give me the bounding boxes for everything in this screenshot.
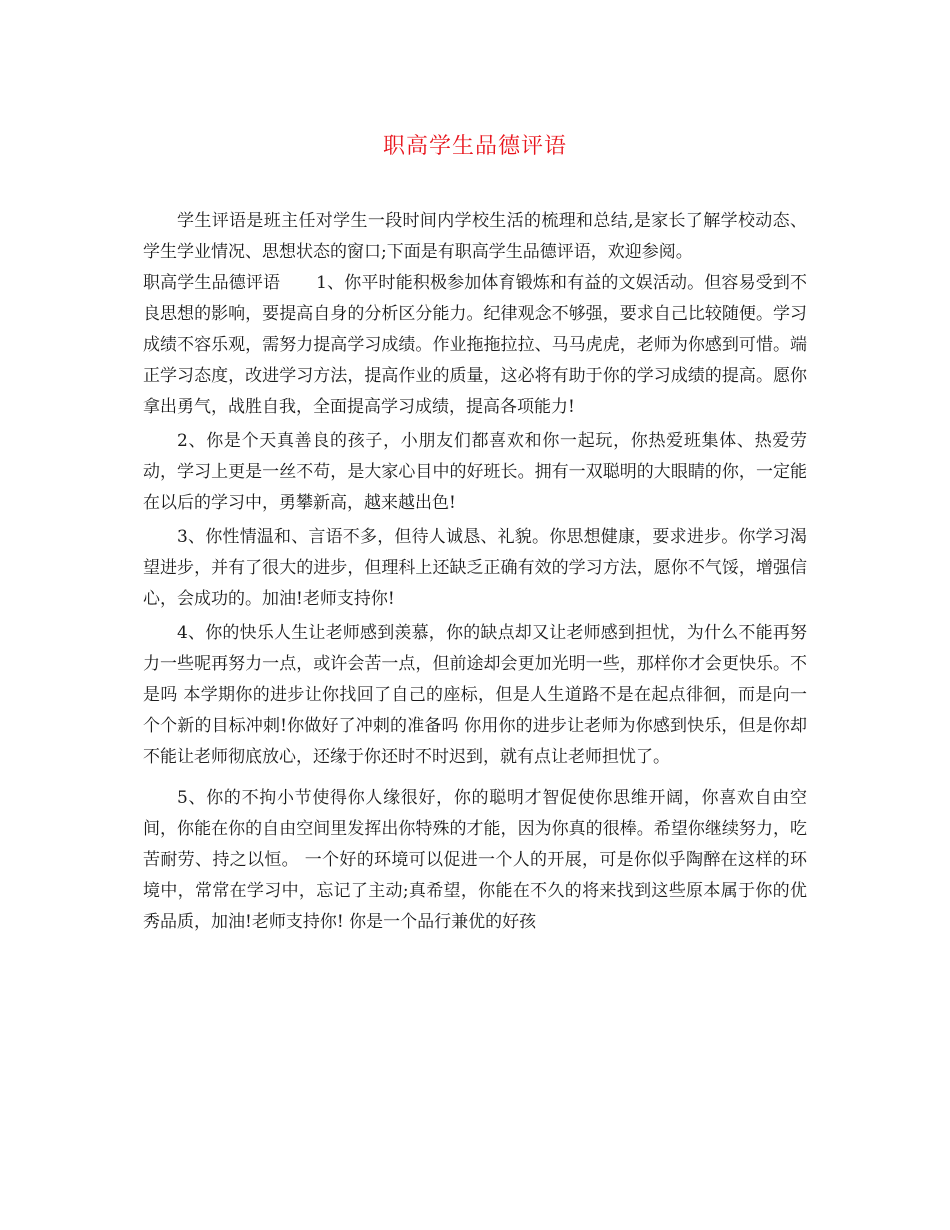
paragraph-4: 4、你的快乐人生让老师感到羡慕，你的缺点却又让老师感到担忧，为什么不能再努力一些呢再努力一点，或许会苦一点，但前途却会更加光明一些，那样你才会更快乐。不是吗 本学期你的进步让你找回了自己的座标，但是人生道路不是在起点徘徊，而是向一个个新的目标冲刺!你做好了冲刺的准备吗 你用你的进步让老师为你感到快乐，但是你却不能让老师彻底放心，还缘于你还时不时迟到，就有点让老师担忧了。: [143, 623, 807, 767]
document-body: [143, 206, 807, 938]
section-heading: 职高学生品德评语: [143, 273, 281, 293]
paragraph-1-text: 1、你平时能积极参加体育锻炼和有益的文娱活动。但容易受到不良思想的影响，要提高自身的分析区分能力。纪律观念不够强，要求自己比较随便。学习成绩不容乐观，需努力提高学习成绩。作业拖拖拉拉、马马虎虎，老师为你感到可惜。端正学习态度，改进学习方法，提高作业的质量，这必将有助于你的学习成绩的提高。愿你拿出勇气，战胜自我，全面提高学习成绩，提高各项能力!: [143, 273, 807, 417]
paragraph-3: 3、你性情温和、言语不多，但待人诚恳、礼貌。你思想健康，要求进步。你学习渴望进步，并有了很大的进步，但理科上还缺乏正确有效的学习方法，愿你不气馁，增强信心，会成功的。加油!老师支持你!: [143, 527, 807, 609]
page-title: 职高学生品德评语: [382, 134, 567, 159]
paragraph-2: 2、你是个天真善良的孩子，小朋友们都喜欢和你一起玩，你热爱班集体、热爱劳动，学习上更是一丝不苟，是大家心目中的好班长。拥有一双聪明的大眼睛的你，一定能在以后的学习中，勇攀新高，越来越出色!: [143, 431, 807, 513]
intro-paragraph: 学生评语是班主任对学生一段时间内学校生活的梳理和总结,是家长了解学校动态、学生学业情况、思想状态的窗口;下面是有职高学生品德评语，欢迎参阅。: [143, 211, 807, 262]
paragraph-1: [143, 268, 807, 423]
paragraph-5: 5、你的不拘小节使得你人缘很好，你的聪明才智促使你思维开阔，你喜欢自由空间，你能在你的自由空间里发挥出你特殊的才能，因为你真的很棒。希望你继续努力，吃苦耐劳、持之以恒。 一个好的环境可以促进一个人的开展，可是你似乎陶醉在这样的环境中，常常在学习中，忘记了主动;真希望，你能在不久的将来找到这些原本属于你的优秀品质，加油!老师支持你! 你是一个品行兼优的好孩: [143, 788, 807, 932]
